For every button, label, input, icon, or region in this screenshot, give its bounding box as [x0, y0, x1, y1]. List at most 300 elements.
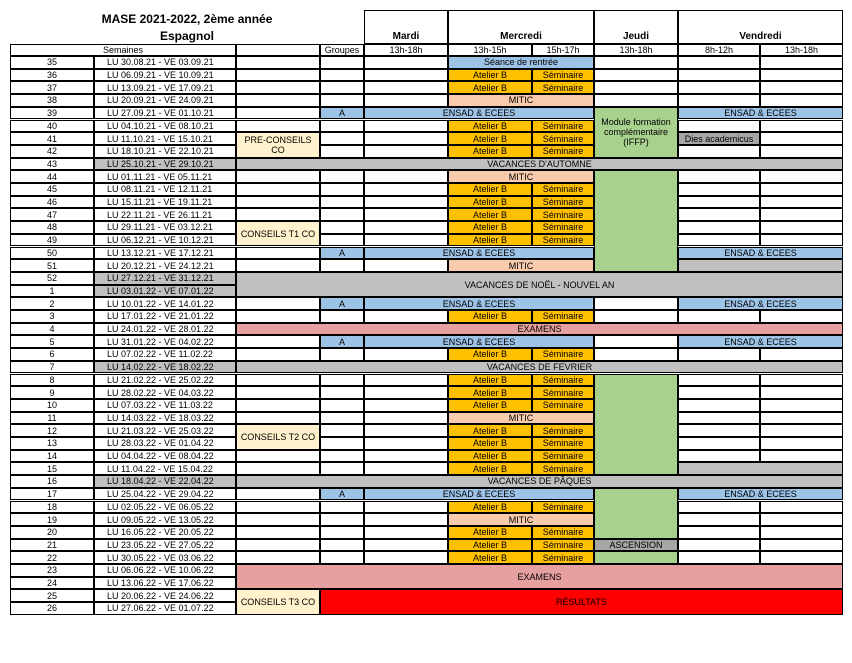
atelier-b-session: Atelier B — [448, 120, 532, 133]
week-number: 50 — [10, 247, 94, 260]
empty-cell — [236, 196, 320, 209]
empty-cell — [760, 450, 843, 463]
week-number: 52 — [10, 272, 94, 285]
week-dates: LU 13.06.22 - VE 17.06.22 — [94, 577, 236, 590]
empty-cell — [320, 462, 364, 475]
empty-cell — [760, 386, 843, 399]
empty-cell — [320, 221, 364, 234]
empty-cell — [760, 501, 843, 514]
time-vendredi-2: 13h-18h — [760, 44, 843, 56]
day-header-mercredi: Mercredi — [448, 10, 594, 44]
conseils-t3: CONSEILS T3 CO — [236, 589, 320, 614]
empty-cell — [364, 399, 448, 412]
empty-cell — [236, 501, 320, 514]
week-number: 1 — [10, 285, 94, 298]
col-notes-header — [236, 44, 320, 56]
seminaire-session: Séminaire — [532, 196, 594, 209]
seminaire-session: Séminaire — [532, 221, 594, 234]
week-number: 3 — [10, 310, 94, 323]
week-dates: LU 13.09.21 - VE 17.09.21 — [94, 81, 236, 94]
week-dates: LU 11.10.21 - VE 15.10.21 — [94, 132, 236, 145]
empty-cell — [320, 170, 364, 183]
empty-cell — [760, 145, 843, 158]
seminaire-session: Séminaire — [532, 208, 594, 221]
empty-cell — [760, 81, 843, 94]
empty-cell — [678, 208, 760, 221]
week-dates: LU 20.12.21 - VE 24.12.21 — [94, 259, 236, 272]
seminaire-session: Séminaire — [532, 310, 594, 323]
empty-cell — [320, 196, 364, 209]
week-number: 47 — [10, 208, 94, 221]
seminaire-session: Séminaire — [532, 145, 594, 158]
week-number: 20 — [10, 526, 94, 539]
empty-cell — [678, 234, 760, 247]
week-dates: LU 20.06.22 - VE 24.06.22 — [94, 589, 236, 602]
dies-academicus: Dies academicus — [678, 132, 760, 145]
pre-conseils: PRE-CONSEILS CO — [236, 132, 320, 157]
seminaire-session: Séminaire — [532, 424, 594, 437]
seminaire-session: Séminaire — [532, 462, 594, 475]
atelier-b-session: Atelier B — [448, 437, 532, 450]
empty-cell — [760, 196, 843, 209]
week-number: 46 — [10, 196, 94, 209]
empty-cell — [678, 56, 760, 69]
week-dates: LU 15.11.21 - VE 19.11.21 — [94, 196, 236, 209]
day-header-vendredi: Vendredi — [678, 10, 843, 44]
conseils-t1: CONSEILS T1 CO — [236, 221, 320, 246]
week-dates: LU 20.09.21 - VE 24.09.21 — [94, 94, 236, 107]
empty-cell — [594, 297, 678, 310]
seminaire-session: Séminaire — [532, 399, 594, 412]
empty-cell — [364, 424, 448, 437]
week-number: 15 — [10, 462, 94, 475]
empty-cell — [320, 501, 364, 514]
week-dates: LU 07.02.22 - VE 11.02.22 — [94, 348, 236, 361]
atelier-b-session: Atelier B — [448, 348, 532, 361]
seminaire-session: Séminaire — [532, 501, 594, 514]
examens-juin: EXAMENS — [236, 564, 843, 589]
empty-cell — [678, 348, 760, 361]
empty-cell — [678, 120, 760, 133]
atelier-b-session: Atelier B — [448, 221, 532, 234]
empty-cell — [236, 374, 320, 387]
empty-cell — [364, 196, 448, 209]
examens-janvier: EXAMENS — [236, 323, 843, 336]
week-number: 23 — [10, 564, 94, 577]
week-number: 18 — [10, 501, 94, 514]
empty-cell — [320, 120, 364, 133]
week-number: 11 — [10, 412, 94, 425]
empty-cell — [678, 501, 760, 514]
empty-cell — [364, 374, 448, 387]
empty-cell — [594, 81, 678, 94]
empty-cell — [320, 69, 364, 82]
empty-cell — [760, 56, 843, 69]
week-number: 41 — [10, 132, 94, 145]
week-dates: LU 25.04.22 - VE 29.04.22 — [94, 488, 236, 501]
week-dates: LU 30.05.22 - VE 03.06.22 — [94, 551, 236, 564]
empty-cell — [320, 450, 364, 463]
empty-cell — [364, 462, 448, 475]
week-dates: LU 04.04.22 - VE 08.04.22 — [94, 450, 236, 463]
time-jeudi: 13h-18h — [594, 44, 678, 56]
week-dates: LU 22.11.21 - VE 26.11.21 — [94, 208, 236, 221]
empty-cell — [364, 501, 448, 514]
week-number: 21 — [10, 539, 94, 552]
empty-cell — [678, 539, 760, 552]
week-number: 48 — [10, 221, 94, 234]
empty-cell — [760, 374, 843, 387]
empty-cell — [236, 310, 320, 323]
empty-cell — [760, 170, 843, 183]
empty-cell — [364, 259, 448, 272]
atelier-b-session: Atelier B — [448, 81, 532, 94]
atelier-b-session: Atelier B — [448, 310, 532, 323]
empty-cell — [364, 513, 448, 526]
empty-cell — [364, 120, 448, 133]
empty-cell — [364, 539, 448, 552]
week-dates: LU 14.03.22 - VE 18.03.22 — [94, 412, 236, 425]
seminaire-session: Séminaire — [532, 234, 594, 247]
week-number: 22 — [10, 551, 94, 564]
empty-cell — [364, 94, 448, 107]
seminaire-session: Séminaire — [532, 348, 594, 361]
seminaire-session: Séminaire — [532, 450, 594, 463]
ascension: ASCENSION — [594, 539, 678, 552]
week-number: 9 — [10, 386, 94, 399]
empty-cell — [364, 221, 448, 234]
empty-cell — [236, 348, 320, 361]
mitic-session: MITIC — [448, 94, 594, 107]
empty-cell — [320, 234, 364, 247]
empty-cell — [236, 120, 320, 133]
atelier-b-session: Atelier B — [448, 196, 532, 209]
empty-cell — [320, 551, 364, 564]
atelier-b-session: Atelier B — [448, 462, 532, 475]
empty-cell — [364, 310, 448, 323]
atelier-b-session: Atelier B — [448, 208, 532, 221]
atelier-b-session: Atelier B — [448, 424, 532, 437]
empty-cell — [760, 221, 843, 234]
empty-cell — [760, 132, 843, 145]
empty-cell — [236, 539, 320, 552]
empty-cell — [760, 183, 843, 196]
empty-cell — [760, 551, 843, 564]
empty-cell — [760, 310, 843, 323]
empty-cell — [320, 386, 364, 399]
seminaire-session: Séminaire — [532, 437, 594, 450]
week-dates: LU 01.11.21 - VE 05.11.21 — [94, 170, 236, 183]
atelier-b-session: Atelier B — [448, 69, 532, 82]
ensad-ecees-session: ENSAD & ECEES — [364, 297, 594, 310]
seminaire-session: Séminaire — [532, 183, 594, 196]
ensad-ecees-session: ENSAD & ECEES — [364, 335, 594, 348]
week-number: 44 — [10, 170, 94, 183]
atelier-b-session: Atelier B — [448, 399, 532, 412]
empty-cell — [320, 348, 364, 361]
empty-cell — [594, 348, 678, 361]
week-number: 38 — [10, 94, 94, 107]
ensad-ecees-session: ENSAD & ECEES — [678, 107, 843, 120]
empty-cell — [760, 234, 843, 247]
empty-cell — [236, 94, 320, 107]
atelier-b-session: Atelier B — [448, 551, 532, 564]
week-dates: LU 30.08.21 - VE 03.09.21 — [94, 56, 236, 69]
week-dates: LU 31.01.22 - VE 04.02.22 — [94, 335, 236, 348]
empty-cell — [236, 526, 320, 539]
empty-cell — [678, 310, 760, 323]
empty-cell — [236, 107, 320, 120]
week-dates: LU 28.03.22 - VE 01.04.22 — [94, 437, 236, 450]
empty-cell — [320, 145, 364, 158]
week-number: 17 — [10, 488, 94, 501]
empty-cell — [320, 183, 364, 196]
empty-cell — [594, 69, 678, 82]
atelier-b-session: Atelier B — [448, 132, 532, 145]
empty-cell — [678, 526, 760, 539]
conseils-t2: CONSEILS T2 CO — [236, 424, 320, 449]
empty-cell — [320, 310, 364, 323]
empty-cell — [678, 450, 760, 463]
empty-cell — [364, 81, 448, 94]
vacances-automne: VACANCES D'AUTOMNE — [236, 158, 843, 171]
atelier-b-session: Atelier B — [448, 145, 532, 158]
empty-cell — [760, 120, 843, 133]
mitic-session: MITIC — [448, 412, 594, 425]
empty-cell — [320, 399, 364, 412]
empty-cell — [760, 424, 843, 437]
week-dates: LU 07.03.22 - VE 11.03.22 — [94, 399, 236, 412]
ensad-ecees-session: ENSAD & ECEES — [364, 488, 594, 501]
empty-cell — [364, 170, 448, 183]
empty-cell — [678, 399, 760, 412]
week-dates: LU 21.03.22 - VE 25.03.22 — [94, 424, 236, 437]
group-a: A — [320, 335, 364, 348]
time-vendredi-1: 8h-12h — [678, 44, 760, 56]
atelier-b-session: Atelier B — [448, 386, 532, 399]
empty-cell — [236, 297, 320, 310]
empty-cell — [236, 208, 320, 221]
vacances-noel: VACANCES DE NOËL - NOUVEL AN — [236, 272, 843, 297]
empty-cell — [236, 513, 320, 526]
week-dates: LU 06.06.22 - VE 10.06.22 — [94, 564, 236, 577]
week-dates: LU 24.01.22 - VE 28.01.22 — [94, 323, 236, 336]
empty-cell — [364, 234, 448, 247]
week-dates: LU 11.04.22 - VE 15.04.22 — [94, 462, 236, 475]
empty-cell — [236, 81, 320, 94]
week-dates: LU 25.10.21 - VE 29.10.21 — [94, 158, 236, 171]
empty-cell — [678, 145, 760, 158]
atelier-b-session: Atelier B — [448, 526, 532, 539]
doc-subtitle: Espagnol — [159, 28, 214, 43]
seminaire-session: Séminaire — [532, 539, 594, 552]
empty-cell — [320, 259, 364, 272]
week-number: 12 — [10, 424, 94, 437]
empty-cell — [236, 69, 320, 82]
week-number: 24 — [10, 577, 94, 590]
empty-cell — [594, 335, 678, 348]
ensad-ecees-session: ENSAD & ECEES — [364, 107, 594, 120]
week-dates: LU 09.05.22 - VE 13.05.22 — [94, 513, 236, 526]
ensad-ecees-session: ENSAD & ECEES — [678, 297, 843, 310]
empty-cell — [678, 94, 760, 107]
week-number: 40 — [10, 120, 94, 133]
seminaire-session: Séminaire — [532, 120, 594, 133]
empty-cell — [678, 513, 760, 526]
empty-cell — [364, 208, 448, 221]
mitic-session: MITIC — [448, 259, 594, 272]
empty-cell — [364, 450, 448, 463]
empty-cell — [678, 551, 760, 564]
empty-cell — [760, 94, 843, 107]
week-number: 13 — [10, 437, 94, 450]
week-dates: LU 10.01.22 - VE 14.01.22 — [94, 297, 236, 310]
week-dates: LU 27.09.21 - VE 01.10.21 — [94, 107, 236, 120]
week-number: 25 — [10, 589, 94, 602]
empty-cell — [320, 437, 364, 450]
jeudi-block — [594, 170, 678, 272]
week-number: 7 — [10, 361, 94, 374]
week-dates: LU 18.10.21 - VE 22.10.21 — [94, 145, 236, 158]
empty-cell — [760, 513, 843, 526]
mitic-session: MITIC — [448, 513, 594, 526]
week-dates: LU 14.02.22 - VE 18.02.22 — [94, 361, 236, 374]
week-dates: LU 21.02.22 - VE 25.02.22 — [94, 374, 236, 387]
week-number: 14 — [10, 450, 94, 463]
empty-cell — [760, 437, 843, 450]
empty-cell — [678, 69, 760, 82]
week-dates: LU 16.05.22 - VE 20.05.22 — [94, 526, 236, 539]
week-dates: LU 06.09.21 - VE 10.09.21 — [94, 69, 236, 82]
empty-cell — [236, 259, 320, 272]
empty-cell — [594, 94, 678, 107]
empty-cell — [760, 539, 843, 552]
jeudi-block-2 — [594, 374, 678, 476]
week-dates: LU 27.12.21 - VE 31.12.21 — [94, 272, 236, 285]
atelier-b-session: Atelier B — [448, 539, 532, 552]
empty-cell — [320, 424, 364, 437]
col-groupes-header: Groupes — [320, 44, 364, 56]
empty-cell — [760, 412, 843, 425]
ensad-ecees-session: ENSAD & ECEES — [678, 488, 843, 501]
ensad-ecees-session: ENSAD & ECEES — [678, 247, 843, 260]
empty-cell — [364, 412, 448, 425]
empty-cell — [364, 56, 448, 69]
empty-cell — [678, 81, 760, 94]
week-dates: LU 29.11.21 - VE 03.12.21 — [94, 221, 236, 234]
atelier-b-session: Atelier B — [448, 234, 532, 247]
empty-cell — [594, 310, 678, 323]
empty-cell — [320, 374, 364, 387]
week-number: 5 — [10, 335, 94, 348]
week-dates: LU 02.05.22 - VE 06.05.22 — [94, 501, 236, 514]
empty-cell — [760, 348, 843, 361]
week-dates: LU 08.11.21 - VE 12.11.21 — [94, 183, 236, 196]
week-dates: LU 27.06.22 - VE 01.07.22 — [94, 602, 236, 615]
week-number: 8 — [10, 374, 94, 387]
day-header-jeudi: Jeudi — [594, 10, 678, 44]
vendredi-grey-block-2 — [678, 462, 843, 475]
week-dates: LU 13.12.21 - VE 17.12.21 — [94, 247, 236, 260]
empty-cell — [678, 437, 760, 450]
empty-cell — [320, 81, 364, 94]
week-number: 39 — [10, 107, 94, 120]
empty-cell — [364, 69, 448, 82]
empty-cell — [364, 145, 448, 158]
empty-cell — [364, 348, 448, 361]
col-semaines-header: Semaines — [10, 44, 236, 56]
week-number: 43 — [10, 158, 94, 171]
week-dates: LU 23.05.22 - VE 27.05.22 — [94, 539, 236, 552]
vendredi-grey-block — [678, 259, 843, 272]
time-mardi: 13h-18h — [364, 44, 448, 56]
seminaire-session: Séminaire — [532, 551, 594, 564]
empty-cell — [320, 132, 364, 145]
week-number: 2 — [10, 297, 94, 310]
week-number: 35 — [10, 56, 94, 69]
week-dates: LU 28.02.22 - VE 04.03.22 — [94, 386, 236, 399]
group-a: A — [320, 297, 364, 310]
doc-title: MASE 2021-2022, 2ème année — [101, 11, 273, 26]
seminaire-session: Séminaire — [532, 69, 594, 82]
week-dates: LU 18.04.22 - VE 22.04.22 — [94, 475, 236, 488]
vacances-paques: VACANCES DE PÂQUES — [236, 475, 843, 488]
empty-cell — [678, 170, 760, 183]
jeudi-block-3 — [594, 488, 678, 539]
week-number: 10 — [10, 399, 94, 412]
mitic-session: MITIC — [448, 170, 594, 183]
week-dates: LU 06.12.21 - VE 10.12.21 — [94, 234, 236, 247]
week-number: 6 — [10, 348, 94, 361]
jeudi-block-4 — [594, 551, 678, 564]
empty-cell — [678, 412, 760, 425]
day-header-mardi: Mardi — [364, 10, 448, 44]
empty-cell — [236, 183, 320, 196]
group-a: A — [320, 107, 364, 120]
resultats: RÉSULTATS — [320, 589, 843, 614]
schedule-sheet — [10, 10, 843, 652]
empty-cell — [364, 386, 448, 399]
empty-cell — [236, 412, 320, 425]
week-number: 42 — [10, 145, 94, 158]
week-number: 49 — [10, 234, 94, 247]
empty-cell — [364, 183, 448, 196]
empty-cell — [236, 450, 320, 463]
week-dates: LU 03.01.22 - VE 07.01.22 — [94, 285, 236, 298]
atelier-b-session: Atelier B — [448, 450, 532, 463]
empty-cell — [678, 374, 760, 387]
week-number: 51 — [10, 259, 94, 272]
empty-cell — [236, 56, 320, 69]
empty-cell — [236, 247, 320, 260]
seminaire-session: Séminaire — [532, 386, 594, 399]
empty-cell — [364, 132, 448, 145]
vacances-fevrier: VACANCES DE FEVRIER — [236, 361, 843, 374]
week-number: 37 — [10, 81, 94, 94]
ensad-ecees-session: ENSAD & ECEES — [678, 335, 843, 348]
week-number: 36 — [10, 69, 94, 82]
empty-cell — [320, 526, 364, 539]
empty-cell — [236, 335, 320, 348]
empty-cell — [760, 399, 843, 412]
module-ifpp: Module formation complémentaire (IFFP) — [594, 107, 678, 158]
week-dates: LU 17.01.22 - VE 21.01.22 — [94, 310, 236, 323]
ensad-ecees-session: ENSAD & ECEES — [364, 247, 594, 260]
empty-cell — [678, 221, 760, 234]
week-number: 45 — [10, 183, 94, 196]
empty-cell — [364, 437, 448, 450]
empty-cell — [678, 424, 760, 437]
